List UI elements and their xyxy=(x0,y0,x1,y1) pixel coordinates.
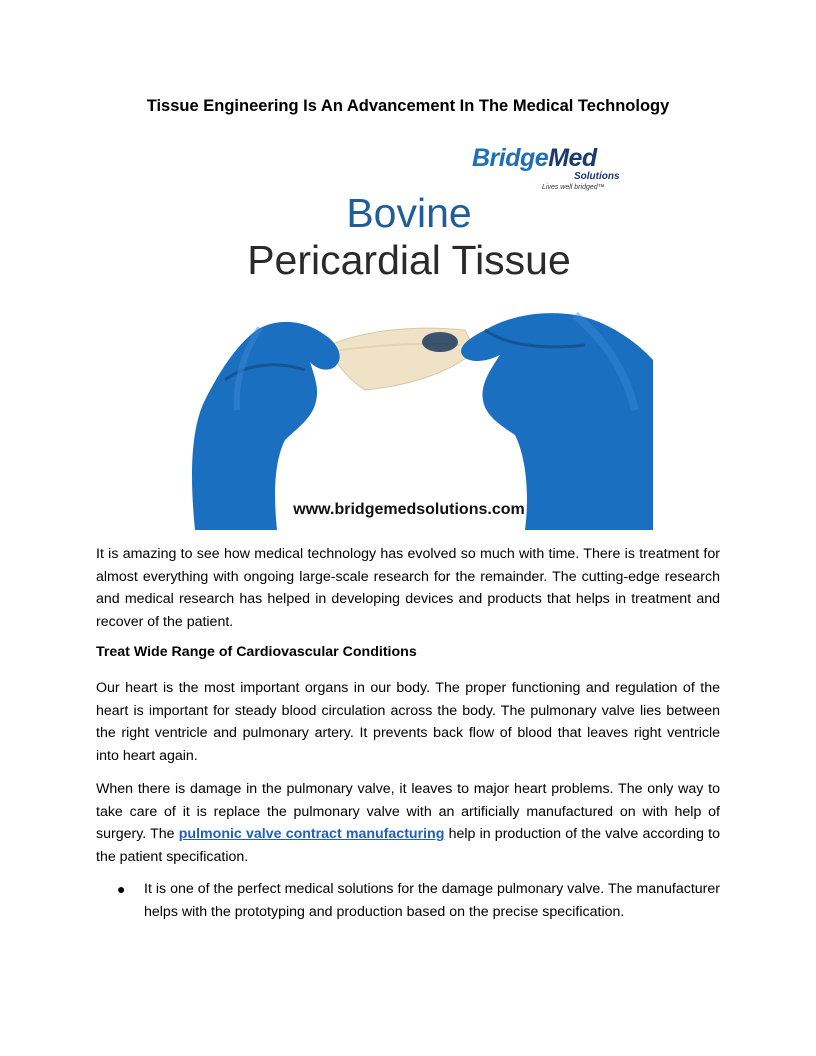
heart-paragraph: Our heart is the most important organs in our body. The proper functioning and regulation of the heart is important for steady blood circulation across the body. The pulmonary valve lies between the right ventricle and pulmonary artery. It prevents back flow of blood that leaves right ventricle into heart again. xyxy=(96,680,720,765)
logo-part-med: Med xyxy=(548,144,597,172)
banner-headline-line2: Pericardial Tissue xyxy=(247,237,571,283)
section-heading: Treat Wide Range of Cardiovascular Conditions xyxy=(96,644,417,660)
intro-paragraph: It is amazing to see how medical technology has evolved so much with time. There is treatment for almost everything with ongoing large-scale research for the remainder. The cutting-edge research and medical research has helped in developing devices and products that helps in treatment and recover of the patient. xyxy=(96,546,720,631)
paragraph-text-before-link: When there is damage in the pulmonary valve, it leaves to major heart problems. The only way to take care of it is replace the pulmonary valve with an artificially manufactured on with help of surgery. The xyxy=(96,781,720,843)
pulmonic-valve-manufacturing-link[interactable]: pulmonic valve contract manufacturing xyxy=(178,826,445,843)
logo-tagline: Lives well bridged™ xyxy=(542,184,605,191)
paragraph-text-after-link: help in production of the valve according to the patient specification. xyxy=(96,826,721,866)
left-glove xyxy=(192,322,340,530)
logo-wordmark xyxy=(472,144,597,173)
bullet-icon: ● xyxy=(117,881,126,897)
bullet-text: It is one of the perfect medical solutions for the damage pulmonary valve. The manufacturer helps with the prototyping and production based on the precise specification. xyxy=(144,881,720,920)
logo-part-bridge: Bridge xyxy=(472,144,549,172)
banner-image xyxy=(165,140,653,530)
banner-website-url: www.bridgemedsolutions.com xyxy=(293,501,525,518)
banner-headline-line1: Bovine xyxy=(346,190,472,236)
pulmonary-valve-paragraph xyxy=(96,778,720,869)
document-title: Tissue Engineering Is An Advancement In The Medical Technology xyxy=(146,97,670,115)
company-logo xyxy=(472,144,632,196)
gloved-hands-holding-tissue-illustration xyxy=(165,290,653,530)
logo-subtitle: Solutions xyxy=(574,171,620,182)
